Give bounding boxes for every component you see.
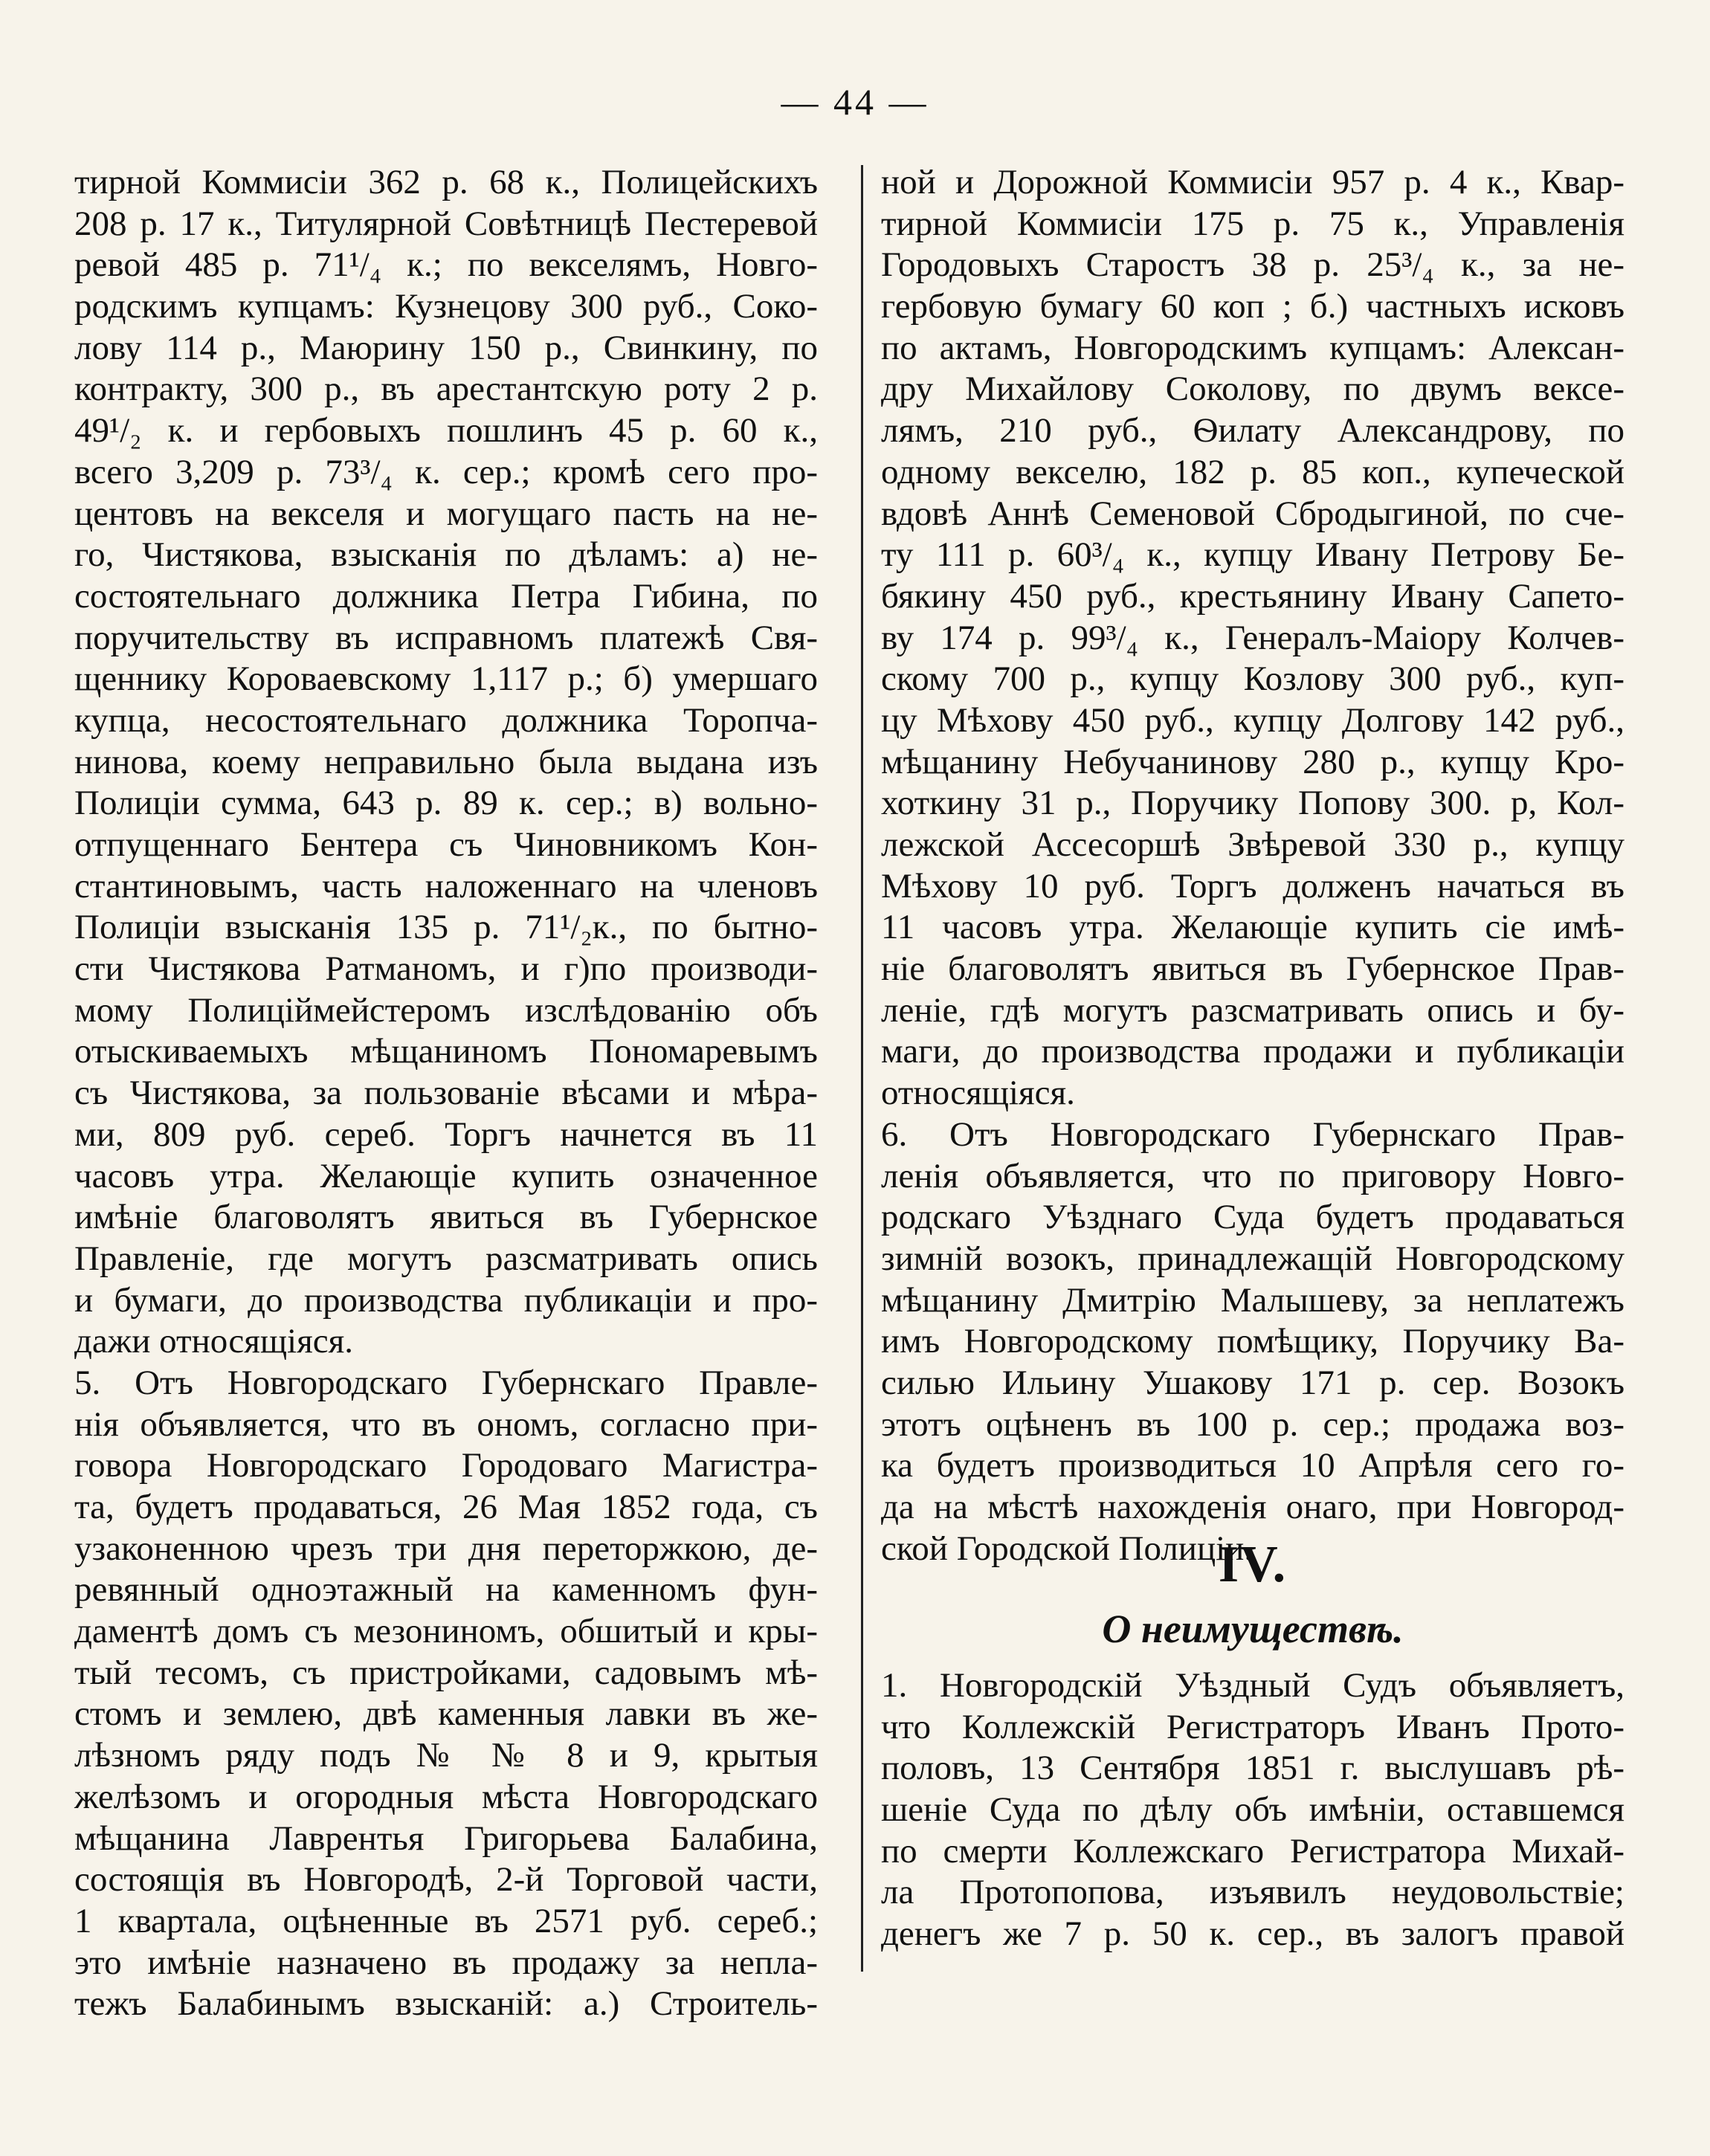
text-line: Полиціи сумма, 643 р. 89 к. сер.; в) вольно- xyxy=(74,784,818,823)
text-line: ми, 809 руб. сереб. Торгъ начнется въ 11 xyxy=(74,1114,818,1154)
text-line: родскимъ купцамъ: Кузнецову 300 руб., Соко- xyxy=(74,287,818,326)
text-line: 49¹/₂ к. и гербовыхъ пошлинъ 45 р. 60 к., xyxy=(74,411,818,451)
text-line: леніе, гдѣ могутъ разсматривать опись и бу- xyxy=(881,990,1624,1030)
right-column-section-text xyxy=(881,1665,1624,1955)
column-divider xyxy=(861,165,863,1972)
text-line: денегъ же 7 р. 50 к. сер., въ залогъ правой xyxy=(881,1914,1624,1954)
text-line: зимній возокъ, принадлежащій Новгородскому xyxy=(881,1239,1624,1278)
text-line: маги, до производства продажи и публикаціи xyxy=(881,1032,1624,1071)
section-title: О неимуществѣ. xyxy=(1102,1607,1404,1651)
text-line: ніе благоволятъ явиться въ Губернское Прав- xyxy=(881,949,1624,989)
text-line: тый тесомъ, съ пристройками, садовымъ мѣ- xyxy=(74,1653,818,1692)
text-line: что Коллежскій Регистраторъ Иванъ Прото- xyxy=(881,1707,1624,1746)
text-line: бякину 450 руб., крестьянину Ивану Сапето- xyxy=(881,576,1624,616)
text-line: вдовѣ Аннѣ Семеновой Сбродыгиной, по сче- xyxy=(881,494,1624,533)
text-line: шеніе Суда по дѣлу объ имѣніи, оставшемся xyxy=(881,1790,1624,1830)
text-line: та, будетъ продаваться, 26 Мая 1852 года, съ xyxy=(74,1488,818,1526)
text-line: гербовую бумагу 60 коп ; б.) частныхъ исковъ xyxy=(881,287,1624,326)
text-line: Полиціи взысканія 135 р. 71¹/₂к., по бытно- xyxy=(74,908,818,947)
text-line: тежъ Балабинымъ взысканій: а.) Строитель- xyxy=(74,1984,818,2024)
text-line: дажи относящіяся. xyxy=(74,1322,353,1361)
text-line: лѣзномъ ряду подъ № № 8 и 9, крытыя xyxy=(74,1736,818,1775)
text-line: это имѣніе назначено въ продажу за непла- xyxy=(74,1943,818,1982)
text-line: ву 174 р. 99³/₄ к., Генералъ-Маіору Колчев- xyxy=(881,618,1624,657)
text-line: ту 111 р. 60³/₄ к., купцу Ивану Петрову Бе- xyxy=(881,535,1624,575)
text-line: 208 р. 17 к., Титулярной Совѣтницѣ Пестеревой xyxy=(74,204,818,243)
text-line: съ Чистякова, за пользованіе вѣсами и мѣра- xyxy=(74,1074,818,1113)
text-line: центовъ на векселя и могущаго пасть на не- xyxy=(74,494,818,533)
text-line: даментѣ домъ съ мезониномъ, обшитый и кры- xyxy=(74,1612,818,1651)
text-line: этотъ оцѣненъ въ 100 р. сер.; продажа воз- xyxy=(881,1404,1624,1444)
text-line: ревой 485 р. 71¹/₄ к.; по векселямъ, Новго- xyxy=(74,245,818,285)
text-line: Правленіе, где могутъ разсматривать опись xyxy=(74,1239,818,1278)
text-line: цу Мѣхову 450 руб., купцу Долгову 142 руб., xyxy=(881,700,1624,740)
text-line: го, Чистякова, взысканія по дѣламъ: а) не- xyxy=(74,535,818,575)
text-line: отыскиваемыхъ мѣщаниномъ Пономаревымъ xyxy=(74,1032,818,1071)
text-line: часовъ утра. Желающіе купить означенное xyxy=(74,1156,818,1195)
text-line: родскаго Уѣзднаго Суда будетъ продаваться xyxy=(881,1198,1624,1237)
text-line: да на мѣстѣ нахожденія онаго, при Новгород- xyxy=(881,1488,1624,1526)
text-line: тирной Коммисіи 175 р. 75 к., Управленія xyxy=(881,204,1624,243)
text-line: одному векселю, 182 р. 85 коп., купеческой xyxy=(881,452,1624,491)
text-line: 11 часовъ утра. Желающіе купить сіе имѣ- xyxy=(881,908,1624,947)
text-line: узаконенною чрезъ три дня переторжкою, де- xyxy=(74,1529,818,1568)
text-line: 5. Отъ Новгородскаго Губернскаго Правле- xyxy=(74,1363,818,1402)
text-line: стомъ и землею, двѣ каменныя лавки въ же- xyxy=(74,1694,818,1734)
text-line: 1 квартала, оцѣненные въ 2571 руб. сереб.; xyxy=(74,1901,818,1940)
text-line: контракту, 300 р., въ арестантскую роту 2 р. xyxy=(74,369,818,409)
text-line: сти Чистякова Ратманомъ, и г)по производи- xyxy=(74,949,818,989)
text-line: ской Городской Полиціи. xyxy=(881,1529,1254,1568)
text-line: купца, несостоятельнаго должника Торопча- xyxy=(74,700,818,740)
text-line: мѣщанину Небучанинову 280 р., купцу Кро- xyxy=(881,742,1624,781)
text-line: мому Полиціймейстеромъ изслѣдованію объ xyxy=(74,990,818,1030)
text-line: стантиновымъ, часть наложеннаго на членовъ xyxy=(74,866,818,906)
text-line: говора Новгородскаго Городоваго Магистра- xyxy=(74,1446,818,1485)
text-line: ревянный одноэтажный на каменномъ фун- xyxy=(74,1570,818,1610)
text-line: ленія объявляется, что по приговору Новго- xyxy=(881,1156,1624,1195)
text-line: половъ, 13 Сентября 1851 г. выслушавъ рѣ- xyxy=(881,1749,1624,1788)
text-line: скому 700 р., купцу Козлову 300 руб., куп- xyxy=(881,659,1624,699)
text-line: тирной Коммисіи 362 р. 68 к., Полицейскихъ xyxy=(74,163,818,201)
text-line: лову 114 р., Маюрину 150 р., Свинкину, по xyxy=(74,328,818,367)
text-line: мѣщанина Лаврентья Григорьева Балабина, xyxy=(74,1818,818,1858)
text-line: состоятельнаго должника Петра Гибина, по xyxy=(74,576,818,616)
text-line: желѣзомъ и огородныя мѣста Новгородскаго xyxy=(74,1777,818,1816)
text-line: всего 3,209 р. 73³/₄ к. сер.; кромѣ сего про- xyxy=(74,452,818,491)
text-line: 6. Отъ Новгородскаго Губернскаго Прав- xyxy=(881,1114,1624,1154)
text-line: лямъ, 210 руб., Ѳилату Александрову, по xyxy=(881,411,1624,451)
text-line: Мѣхову 10 руб. Торгъ долженъ начаться въ xyxy=(881,866,1624,906)
text-line: ла Протопопова, изъявилъ неудовольствіе; xyxy=(881,1873,1624,1912)
text-line: ной и Дорожной Коммисіи 957 р. 4 к., Квар- xyxy=(881,163,1624,201)
text-line: щеннику Короваевскому 1,117 р.; б) умершаго xyxy=(74,659,818,699)
text-line: хоткину 31 р., Поручику Попову 300. р, Кол- xyxy=(881,784,1624,823)
text-line: отпущеннаго Бентера съ Чиновникомъ Кон- xyxy=(74,825,818,864)
page-number: — 44 — xyxy=(781,81,929,123)
text-line: относящіяся. xyxy=(881,1074,1075,1113)
text-line: нія объявляется, что въ ономъ, согласно при- xyxy=(74,1404,818,1444)
text-line: поручительству въ исправномъ платежѣ Свя- xyxy=(74,618,818,657)
text-line: имъ Новгородскому помѣщику, Поручику Ва- xyxy=(881,1322,1624,1361)
text-line: ка будетъ производиться 10 Апрѣля сего го- xyxy=(881,1446,1624,1485)
left-column xyxy=(74,162,818,2025)
text-line: имѣніе благоволятъ явиться въ Губернское xyxy=(74,1198,818,1237)
text-line: состоящія въ Новгородѣ, 2-й Торговой части, xyxy=(74,1860,818,1900)
text-line: мѣщанину Дмитрію Малышеву, за неплатежъ xyxy=(881,1280,1624,1320)
right-column xyxy=(881,162,1624,1569)
text-line: дру Михайлову Соколову, по двумъ вексе- xyxy=(881,369,1624,409)
text-line: Городовыхъ Старостъ 38 р. 25³/₄ к., за не- xyxy=(881,245,1624,285)
text-line: силью Ильину Ушакову 171 р. сер. Возокъ xyxy=(881,1363,1624,1402)
text-line: по актамъ, Новгородскимъ купцамъ: Алексан- xyxy=(881,328,1624,367)
text-line: лежской Ассесоршѣ Звѣревой 330 р., купцу xyxy=(881,825,1624,864)
text-line: 1. Новгородскій Уѣздный Судъ объявляетъ, xyxy=(881,1666,1624,1705)
text-line: по смерти Коллежскаго Регистратора Михай- xyxy=(881,1831,1624,1871)
text-line: нинова, коему неправильно была выдана изъ xyxy=(74,742,818,781)
text-line: и бумаги, до производства публикаціи и про- xyxy=(74,1280,818,1320)
section-numeral: IV. xyxy=(1218,1536,1288,1593)
